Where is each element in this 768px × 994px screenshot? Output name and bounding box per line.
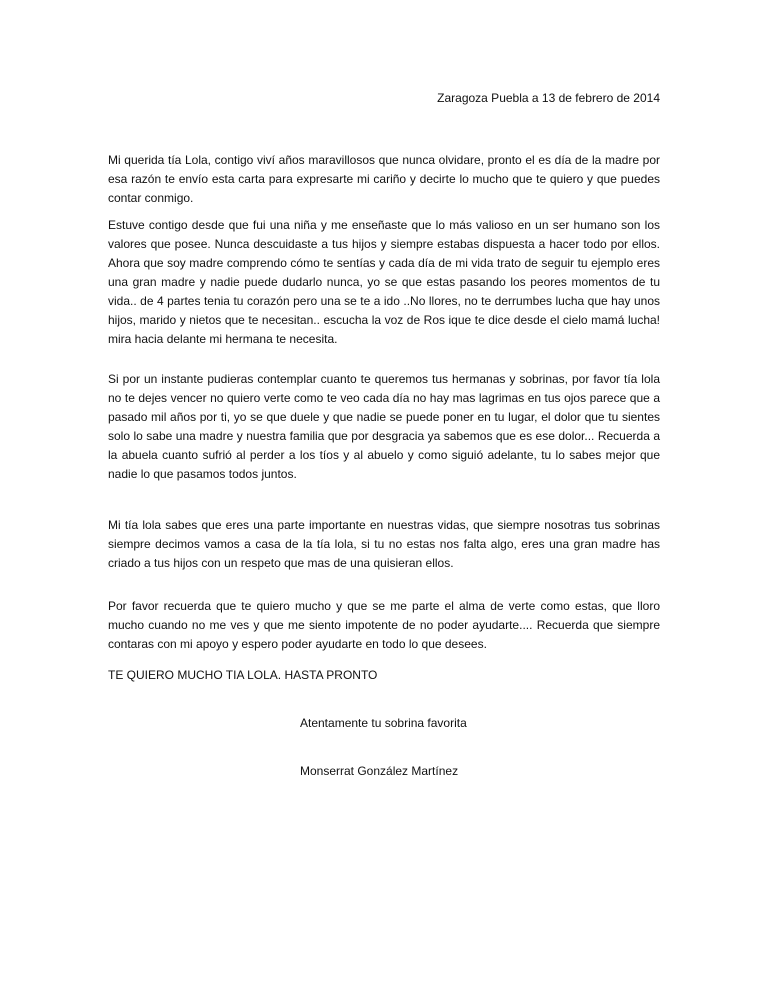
paragraph-memories: Estuve contigo desde que fui una niña y me enseñaste que lo más valioso en un ser humano son los valores que posee. Nunca descuidaste a tus hijos y siempre estabas dispuesta a hacer todo por ellos. Ahora que soy madre comprendo cómo te sentías y cada día de mi vida trato de seguir tu ejemplo eres una gran madre y nadie puede dudarlo nunca, yo se que estas pasando los peores momentos de tu vida.. de 4 partes tenia tu corazón pero una se te a ido ..No llores, no te derrumbes lucha que hay unos hijos, marido y nietos que te necesitan.. escucha la voz de Ros ique te dice desde el cielo mamá lucha! mira hacia delante mi hermana te necesita. [108,218,660,346]
date-line: Zaragoza Puebla a 13 de febrero de 2014 [437,91,660,105]
valediction: Atentamente tu sobrina favorita [300,716,467,730]
paragraph-encouragement: Si por un instante pudieras contemplar cuanto te queremos tus hermanas y sobrinas, por favor tía lola no te dejes vencer no quiero verte como te veo cada día no hay mas lagrimas en tus ojos parece que a pasado mil años por ti, yo se que duele y que nadie se puede poner en tu lugar, el dolor que tu sientes solo lo sabe una madre y nuestra familia que por desgracia ya sabemos que es ese dolor... Recuerda a la abuela cuanto sufrió al perder a los tíos y al abuelo y como siguió adelante, tu lo sabes mejor que nadie lo que pasamos todos juntos. [108,372,660,481]
paragraph-greeting: Mi querida tía Lola, contigo viví años maravillosos que nunca olvidare, pronto el es día de la madre por esa razón te envío esta carta para expresarte mi cariño y decirte lo mucho que te quiero y que puedes contar conmigo. [108,153,660,205]
paragraph-reminder: Por favor recuerda que te quiero mucho y que se me parte el alma de verte como estas, que lloro mucho cuando no me ves y que me siento impotente de no poder ayudarte.... Recuerda que siempre contaras con mi apoyo y espero poder ayudarte en todo lo que desees. [108,599,660,651]
signature-name: Monserrat González Martínez [300,764,459,778]
closing-line: TE QUIERO MUCHO TIA LOLA. HASTA PRONTO [108,668,378,682]
paragraph-importance: Mi tía lola sabes que eres una parte importante en nuestras vidas, que siempre nosotras tus sobrinas siempre decimos vamos a casa de la tía lola, si tu no estas nos falta algo, eres una gran madre has criado a tus hijos con un respeto que mas de una quisieran ellos. [108,518,660,570]
